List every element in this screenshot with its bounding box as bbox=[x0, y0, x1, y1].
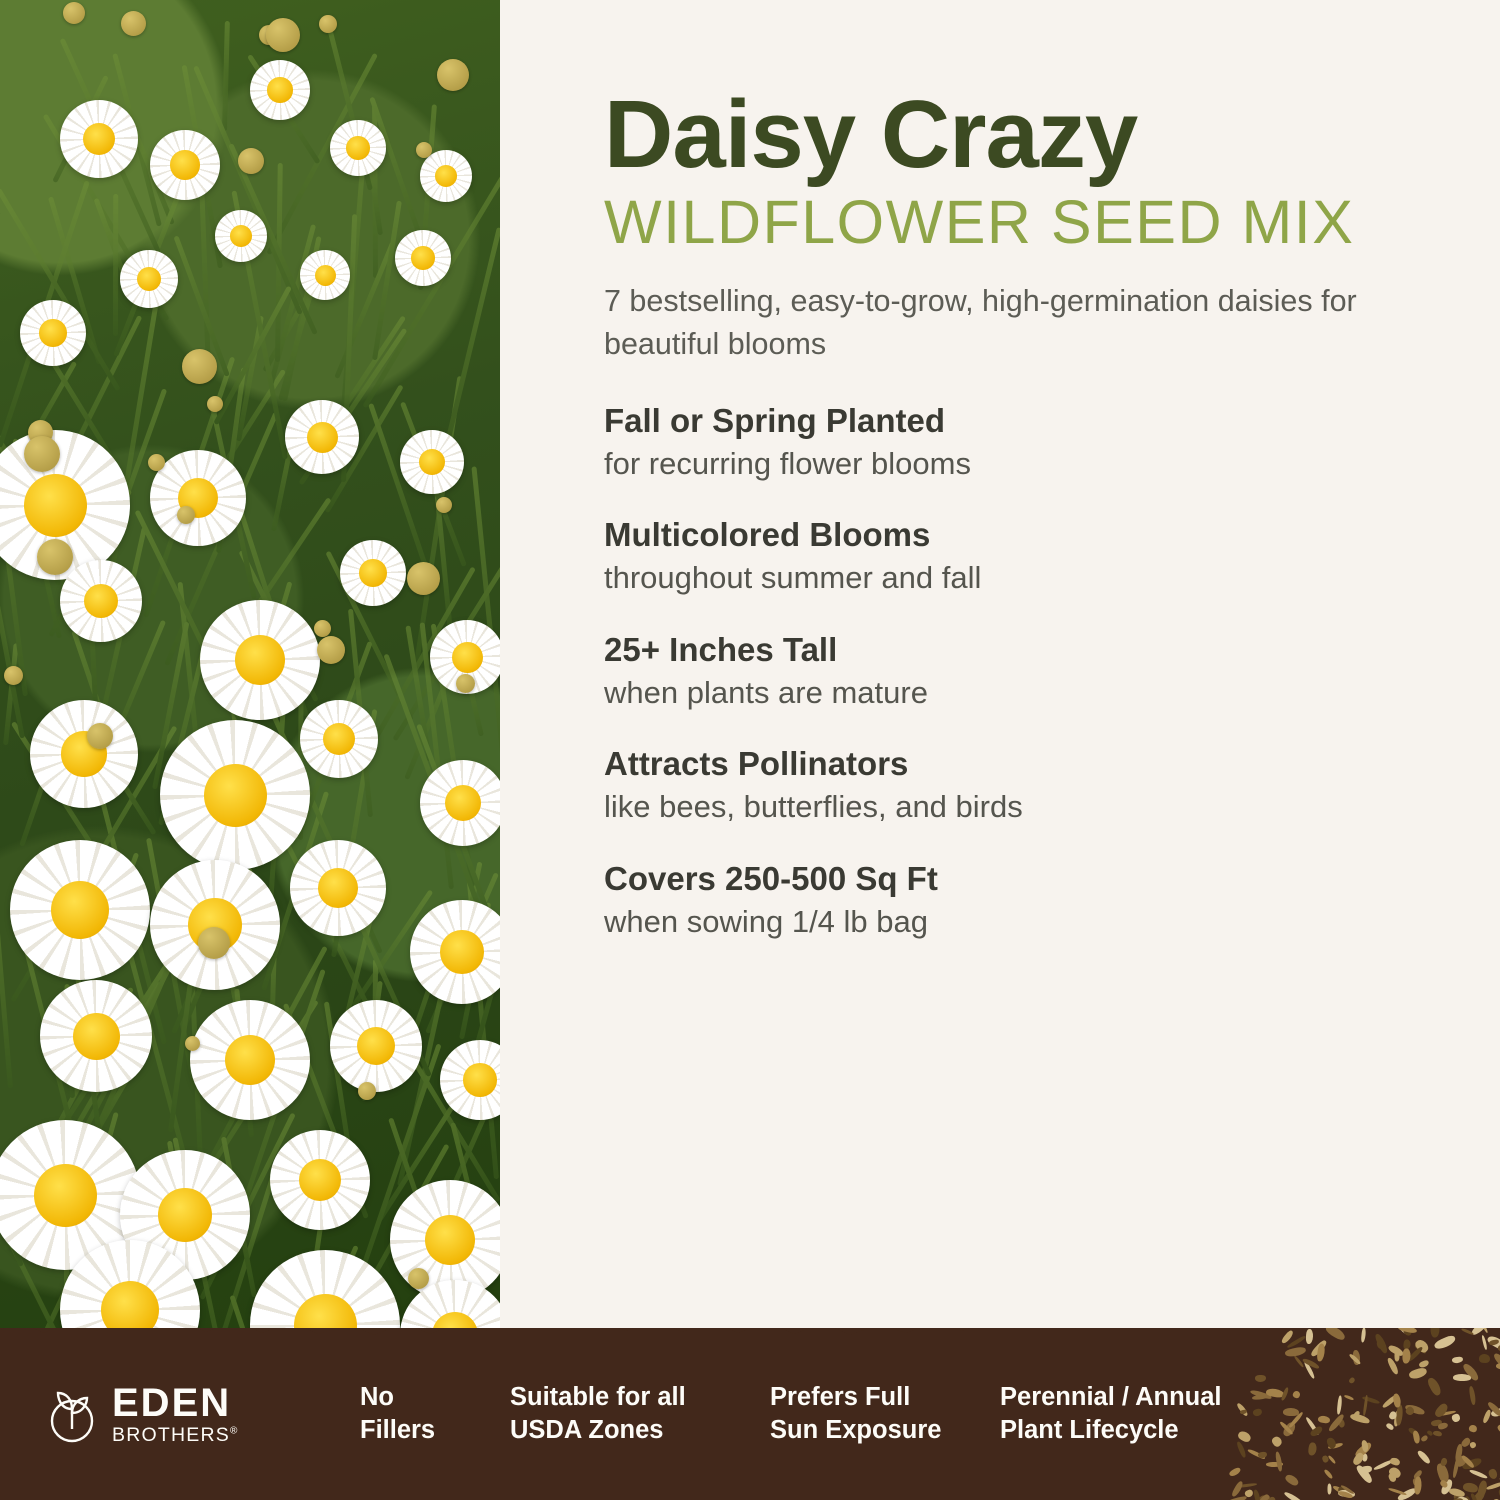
page-subtitle: WILDFLOWER SEED MIX bbox=[604, 187, 1355, 256]
feature-list bbox=[604, 401, 1404, 943]
list-item bbox=[604, 515, 1404, 599]
brand-name: EDEN bbox=[112, 1380, 232, 1425]
status-badge bbox=[510, 1381, 770, 1446]
status-badge bbox=[1000, 1381, 1270, 1446]
brand-logo[interactable] bbox=[46, 1380, 346, 1446]
badge-line2: Sun Exposure bbox=[770, 1416, 942, 1444]
status-badge bbox=[360, 1381, 510, 1446]
badge-line2: Fillers bbox=[360, 1416, 436, 1444]
badge-line2: Plant Lifecycle bbox=[1000, 1416, 1179, 1444]
page-title: Daisy Crazy bbox=[604, 81, 1138, 188]
badge-line1: Suitable for all bbox=[510, 1383, 686, 1412]
feature-subtext: like bees, butterflies, and birds bbox=[604, 789, 1023, 825]
list-item bbox=[604, 859, 1404, 943]
feature-heading: 25+ Inches Tall bbox=[604, 630, 838, 668]
daisy-field-photo bbox=[0, 0, 500, 1330]
badge-line2: USDA Zones bbox=[510, 1416, 664, 1444]
badge-line1: Perennial / Annual bbox=[1000, 1383, 1222, 1412]
footer-badges bbox=[360, 1381, 1270, 1446]
brand-wordmark bbox=[112, 1380, 239, 1446]
feature-subtext: when sowing 1/4 lb bag bbox=[604, 903, 929, 939]
seedling-in-circle-icon bbox=[46, 1385, 98, 1443]
list-item bbox=[604, 630, 1404, 714]
trademark-symbol: ® bbox=[229, 1425, 239, 1437]
feature-heading: Multicolored Blooms bbox=[604, 516, 931, 554]
feature-subtext: throughout summer and fall bbox=[604, 560, 982, 596]
brand-subname bbox=[112, 1423, 239, 1446]
status-badge bbox=[770, 1381, 1000, 1446]
badge-line1: Prefers Full bbox=[770, 1383, 911, 1412]
list-item bbox=[604, 401, 1404, 485]
footer-bar bbox=[0, 1328, 1500, 1500]
footer-content bbox=[0, 1328, 1500, 1500]
brand-subname-text: BROTHERS bbox=[112, 1423, 230, 1446]
feature-heading: Attracts Pollinators bbox=[604, 745, 909, 783]
product-details bbox=[500, 0, 1500, 1330]
product-tagline: 7 bestselling, easy-to-grow, high-germination daisies for beautiful blooms bbox=[604, 283, 1357, 362]
feature-heading: Covers 250-500 Sq Ft bbox=[604, 859, 938, 897]
badge-line1: No bbox=[360, 1383, 394, 1412]
feature-heading: Fall or Spring Planted bbox=[604, 401, 946, 439]
feature-subtext: when plants are mature bbox=[604, 674, 928, 710]
list-item bbox=[604, 744, 1404, 828]
feature-subtext: for recurring flower blooms bbox=[604, 445, 971, 481]
